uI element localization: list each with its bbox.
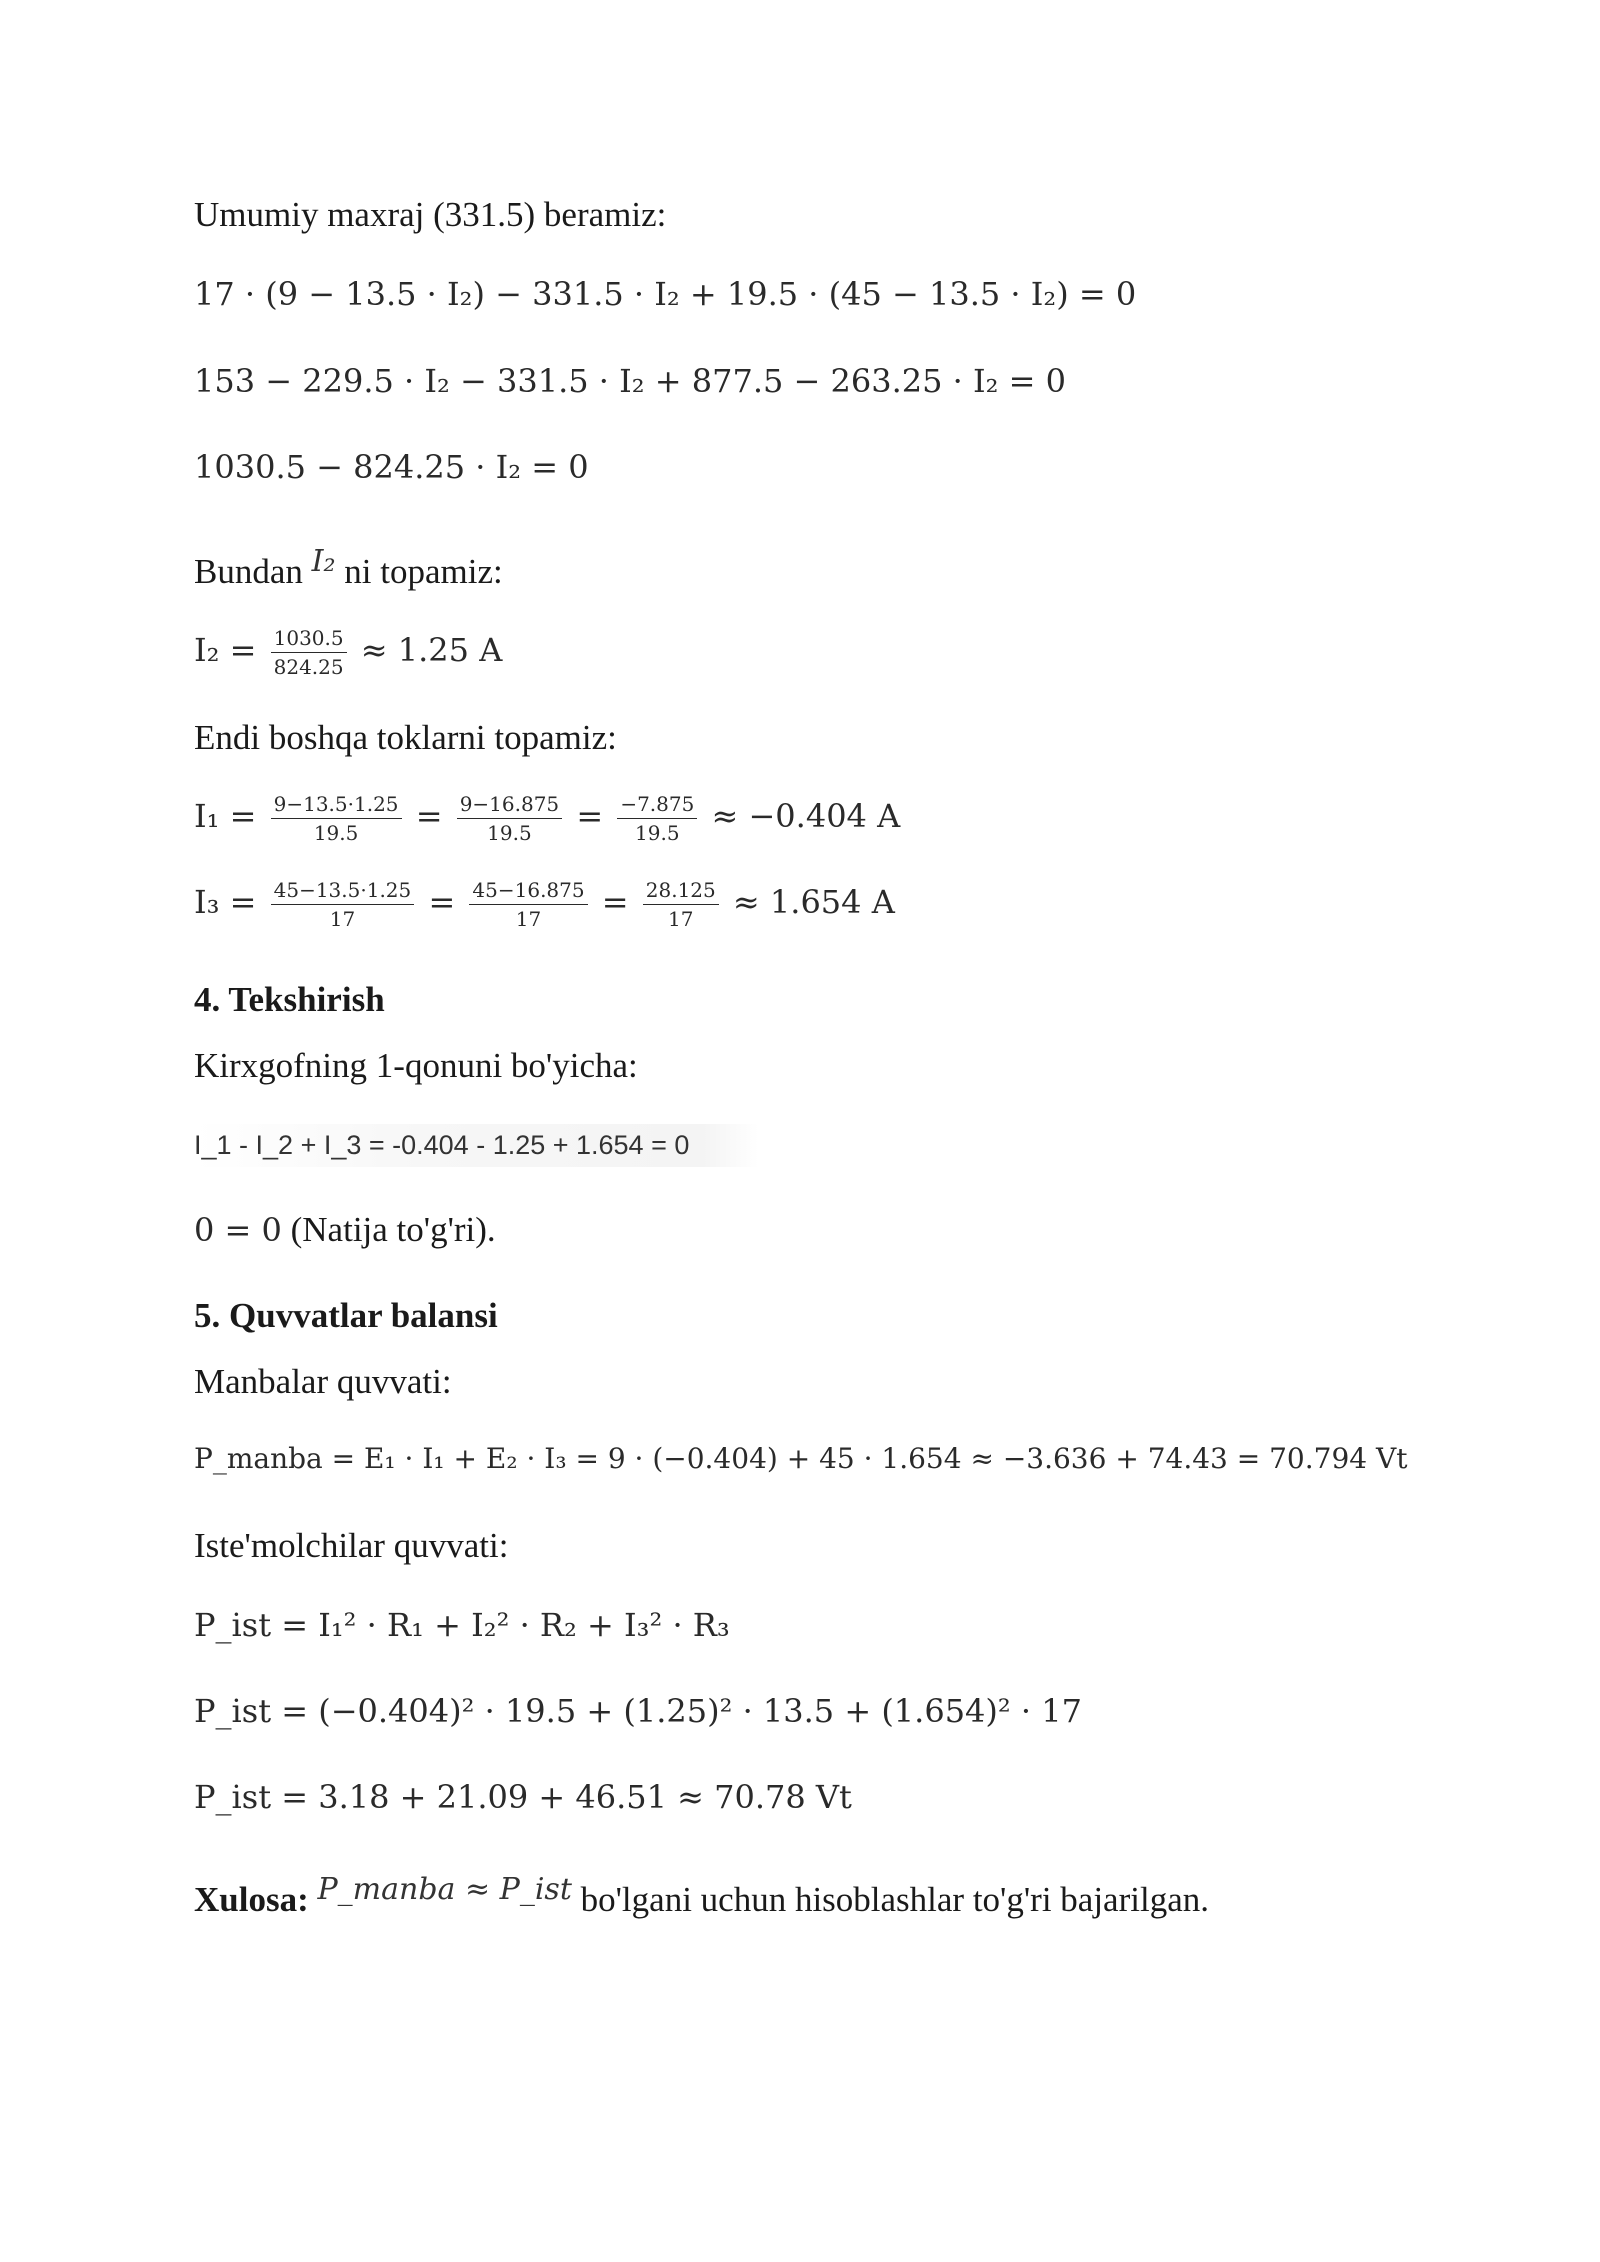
i1-lhs: I₁ =	[194, 797, 257, 835]
i1-f2-denominator: 19.5	[487, 821, 532, 845]
i1-f1-numerator: 9−13.5·1.25	[271, 792, 402, 819]
i3-f3-numerator: 28.125	[643, 878, 719, 905]
conclusion-line	[194, 1872, 1209, 1920]
line-other-currents: Endi boshqa toklarni topamiz:	[194, 718, 617, 757]
i3-f2-denominator: 17	[515, 907, 542, 931]
zero-equals-zero: 0 = 0	[194, 1211, 282, 1249]
equation-3: 1030.5 − 824.25 · I₂ = 0	[194, 448, 589, 486]
inline-i2: I₂	[311, 544, 336, 579]
equals-sign: =	[576, 797, 604, 835]
text-ni-topamiz: ni topamiz:	[344, 552, 503, 591]
i1-f3-numerator: −7.875	[617, 792, 697, 819]
equation-p-ist-3: P_ist = 3.18 + 21.09 + 46.51 ≈ 70.78 Vt	[194, 1778, 852, 1816]
equation-i3	[194, 878, 895, 931]
line-find-i2	[194, 544, 503, 592]
equation-p-ist-2: P_ist = (−0.404)² · 19.5 + (1.25)² · 13.5 + (1.654)² · 17	[194, 1692, 1082, 1730]
i3-f3-denominator: 17	[668, 907, 694, 931]
line-source-power: Manbalar quvvati:	[194, 1362, 452, 1401]
i1-result: ≈ −0.404 A	[711, 797, 901, 835]
conclusion-text: bo'lgani uchun hisoblashlar to'g'ri bajarilgan.	[580, 1880, 1209, 1919]
line-consumer-power: Iste'molchilar quvvati:	[194, 1526, 509, 1565]
i1-fraction-3	[617, 792, 697, 845]
i2-result: ≈ 1.25 A	[360, 631, 503, 669]
i3-fraction-1	[271, 878, 415, 931]
i2-denominator: 824.25	[273, 655, 344, 679]
i3-lhs: I₃ =	[194, 883, 257, 921]
i3-result: ≈ 1.654 A	[732, 883, 895, 921]
line-common-denominator: Umumiy maxraj (331.5) beramiz:	[194, 195, 667, 234]
equation-1: 17 · (9 − 13.5 · I₂) − 331.5 · I₂ + 19.5 · (45 − 13.5 · I₂) = 0	[194, 275, 1137, 313]
i3-f2-numerator: 45−16.875	[469, 878, 587, 905]
i1-fraction-2	[457, 792, 562, 845]
i1-f2-numerator: 9−16.875	[457, 792, 562, 819]
i2-fraction	[271, 626, 347, 679]
equation-i2	[194, 626, 502, 679]
i2-lhs: I₂ =	[194, 631, 257, 669]
conclusion-label: Xulosa:	[194, 1880, 309, 1919]
equation-p-manba: P_manba = E₁ · I₁ + E₂ · I₃ = 9 · (−0.404) + 45 · 1.654 ≈ −3.636 + 74.43 = 70.794 Vt	[194, 1442, 1408, 1475]
equals-sign: =	[428, 883, 456, 921]
heading-tekshirish: 4. Tekshirish	[194, 980, 385, 1019]
result-correct-text: (Natija to'g'ri).	[290, 1210, 496, 1249]
i3-f1-numerator: 45−13.5·1.25	[271, 878, 415, 905]
equation-2: 153 − 229.5 · I₂ − 331.5 · I₂ + 877.5 − 263.25 · I₂ = 0	[194, 362, 1066, 400]
text-bundan: Bundan	[194, 552, 303, 591]
i3-f1-denominator: 17	[329, 907, 356, 931]
heading-power-balance: 5. Quvvatlar balansi	[194, 1296, 498, 1335]
i2-numerator: 1030.5	[271, 626, 347, 653]
equation-i1	[194, 792, 900, 845]
i1-f3-denominator: 19.5	[635, 821, 680, 845]
equals-sign: =	[415, 797, 443, 835]
line-kirchhoff: Kirxgofning 1-qonuni bo'yicha:	[194, 1046, 638, 1085]
equals-sign: =	[601, 883, 629, 921]
conclusion-math: P_manba ≈ P_ist	[317, 1872, 572, 1907]
equation-p-ist-1: P_ist = I₁² · R₁ + I₂² · R₂ + I₃² · R₃	[194, 1606, 730, 1644]
i1-f1-denominator: 19.5	[313, 821, 359, 845]
line-result-check	[194, 1210, 496, 1250]
i3-fraction-2	[469, 878, 587, 931]
i3-fraction-3	[643, 878, 719, 931]
kirchhoff-check-plaintext: I_1 - I_2 + I_3 = -0.404 - 1.25 + 1.654 = 0	[194, 1124, 759, 1167]
i1-fraction-1	[271, 792, 402, 845]
